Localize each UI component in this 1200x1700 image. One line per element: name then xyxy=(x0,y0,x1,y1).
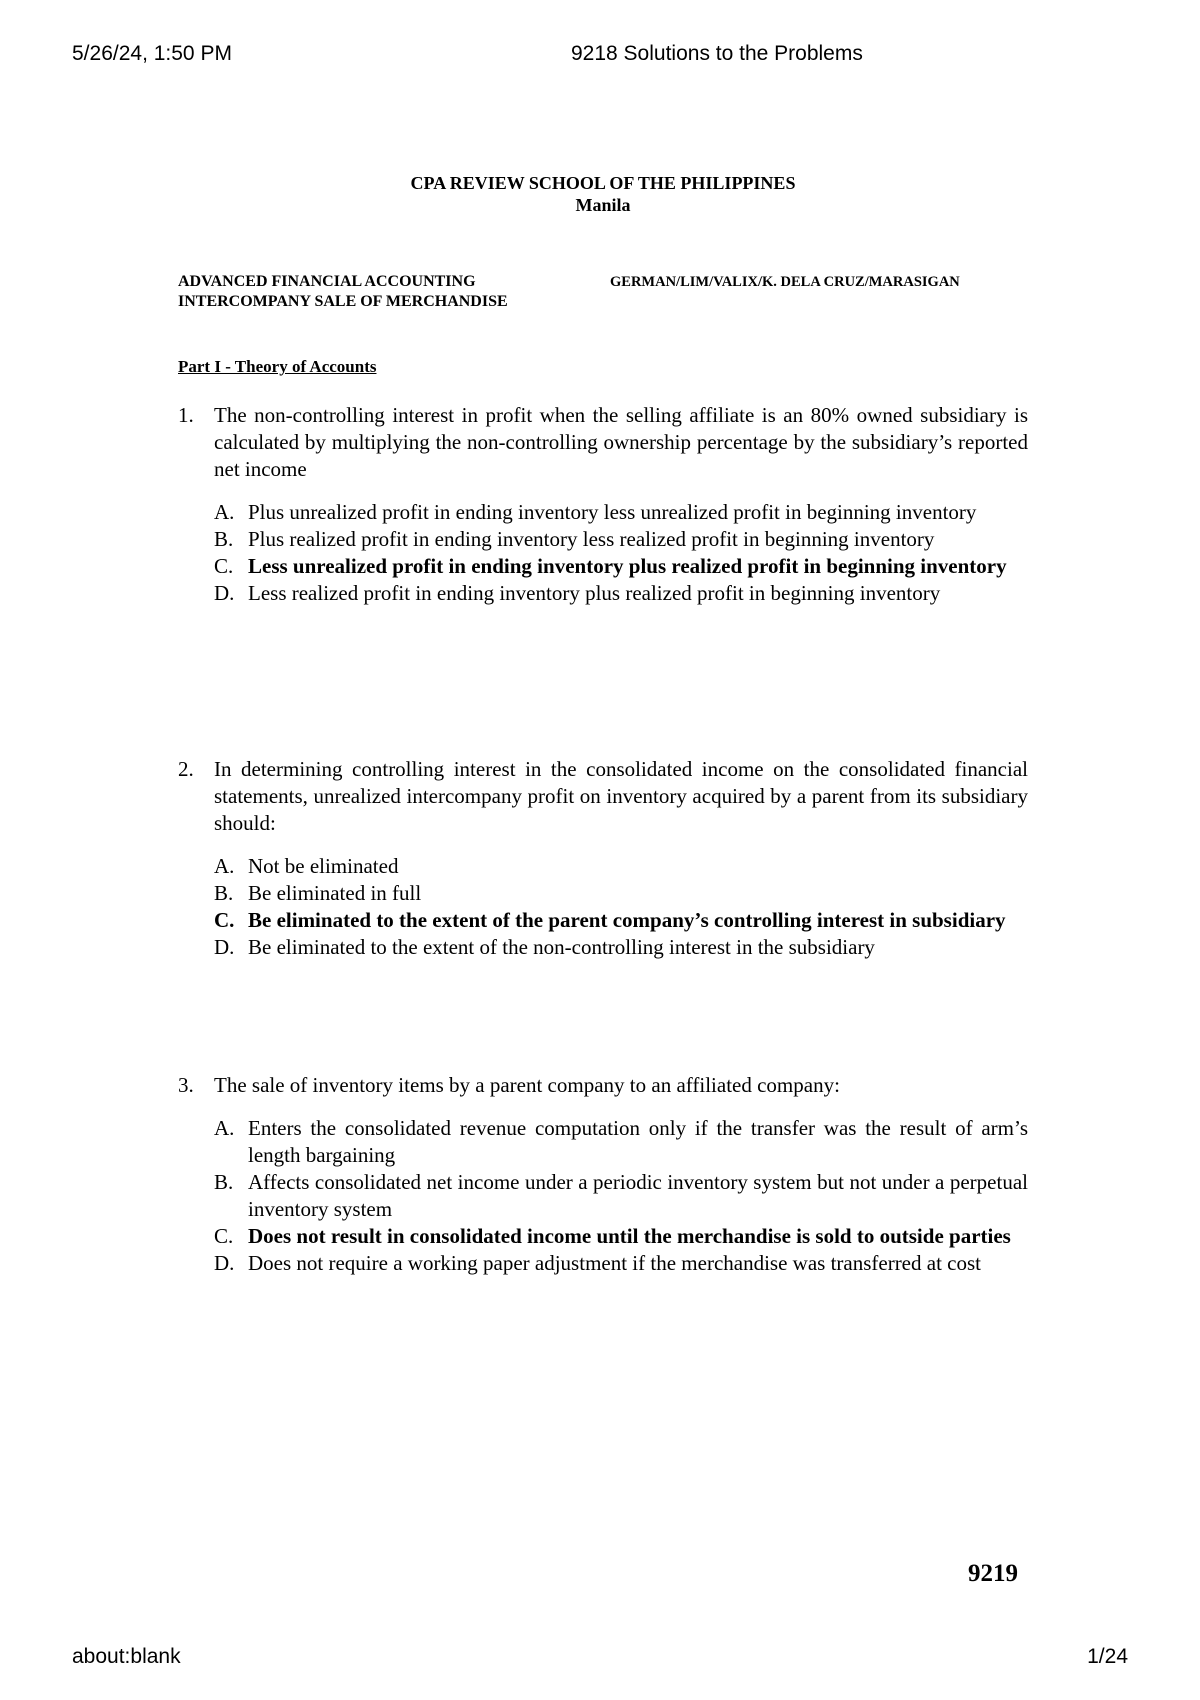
choice-text: Does not require a working paper adjustment if the merchandise was transferred at cost xyxy=(248,1251,981,1275)
choice-a xyxy=(214,499,1028,526)
choice-letter: A. xyxy=(214,854,235,878)
question-2 xyxy=(178,756,1028,961)
question-text: In determining controlling interest in the consolidated income on the consolidated financial statements, unrealized intercompany profit on inventory acquired by a parent from its subsidiary should: xyxy=(214,757,1028,835)
page-number: 9219 xyxy=(968,1560,1018,1587)
choice-b xyxy=(214,880,1028,907)
print-header xyxy=(0,42,1200,70)
choice-letter: D. xyxy=(214,1251,235,1275)
choice-d xyxy=(214,934,1028,961)
part-title: Part I - Theory of Accounts xyxy=(178,357,377,376)
choice-text: Enters the consolidated revenue computation only if the transfer was the result of arm’s length bargaining xyxy=(248,1116,1028,1167)
question-text: The non-controlling interest in profit when the selling affiliate is an 80% owned subsidiary is calculated by multiplying the non-controlling ownership percentage by the subsidiary’s reported net income xyxy=(214,403,1028,481)
school-name: CPA REVIEW SCHOOL OF THE PHILIPPINES xyxy=(410,173,796,193)
choice-text: Not be eliminated xyxy=(248,854,399,878)
choice-letter: D. xyxy=(214,581,235,605)
choice-c-correct-answer xyxy=(214,907,1028,934)
choice-list xyxy=(214,1115,1028,1277)
question-number: 3. xyxy=(178,1073,194,1097)
choice-letter: B. xyxy=(214,881,234,905)
choice-letter: A. xyxy=(214,1116,235,1140)
choice-letter: A. xyxy=(214,500,235,524)
choice-text: Does not result in consolidated income until the merchandise is sold to outside parties xyxy=(248,1224,1011,1248)
choice-list xyxy=(214,853,1028,961)
choice-letter: C. xyxy=(214,554,234,578)
choice-c-correct-answer xyxy=(214,553,1028,580)
choice-text: Be eliminated to the extent of the parent company’s controlling interest in subsidiary xyxy=(248,908,1006,932)
choice-d xyxy=(214,1250,1028,1277)
choice-letter: B. xyxy=(214,1170,234,1194)
question-number: 2. xyxy=(178,757,194,781)
authors: GERMAN/LIM/VALIX/K. DELA CRUZ/MARASIGAN xyxy=(610,274,960,290)
choice-text: Less unrealized profit in ending inventory plus realized profit in beginning inventory xyxy=(248,554,1007,578)
choice-c-correct-answer xyxy=(214,1223,1028,1250)
question-number: 1. xyxy=(178,403,194,427)
question-1 xyxy=(178,402,1028,607)
choice-text: Plus unrealized profit in ending inventory less unrealized profit in beginning inventory xyxy=(248,500,977,524)
print-page-title: 9218 Solutions to the Problems xyxy=(571,42,863,65)
choice-list xyxy=(214,499,1028,607)
choice-d xyxy=(214,580,1028,607)
question-text: The sale of inventory items by a parent company to an affiliated company: xyxy=(214,1073,840,1097)
print-footer xyxy=(0,1645,1200,1673)
choice-letter: D. xyxy=(214,935,235,959)
choice-b xyxy=(214,526,1028,553)
choice-text: Be eliminated to the extent of the non-controlling interest in the subsidiary xyxy=(248,935,875,959)
choice-letter: B. xyxy=(214,527,234,551)
school-heading xyxy=(178,172,1028,216)
choice-text: Plus realized profit in ending inventory less realized profit in beginning inventory xyxy=(248,527,935,551)
choice-letter: C. xyxy=(214,1224,234,1248)
choice-text: Affects consolidated net income under a periodic inventory system but not under a perpetual inventory system xyxy=(248,1170,1028,1221)
subject-title: ADVANCED FINANCIAL ACCOUNTING xyxy=(178,273,476,290)
topic-title: INTERCOMPANY SALE OF MERCHANDISE xyxy=(178,293,508,310)
choice-a xyxy=(214,853,1028,880)
print-date-time: 5/26/24, 1:50 PM xyxy=(72,42,232,65)
print-page-counter: 1/24 xyxy=(1087,1645,1128,1668)
choice-a xyxy=(214,1115,1028,1169)
print-url: about:blank xyxy=(72,1645,181,1668)
choice-text: Less realized profit in ending inventory plus realized profit in beginning inventory xyxy=(248,581,941,605)
choice-b xyxy=(214,1169,1028,1223)
choice-text: Be eliminated in full xyxy=(248,881,422,905)
choice-letter: C. xyxy=(214,908,235,932)
question-3 xyxy=(178,1072,1028,1277)
school-city: Manila xyxy=(575,195,631,215)
